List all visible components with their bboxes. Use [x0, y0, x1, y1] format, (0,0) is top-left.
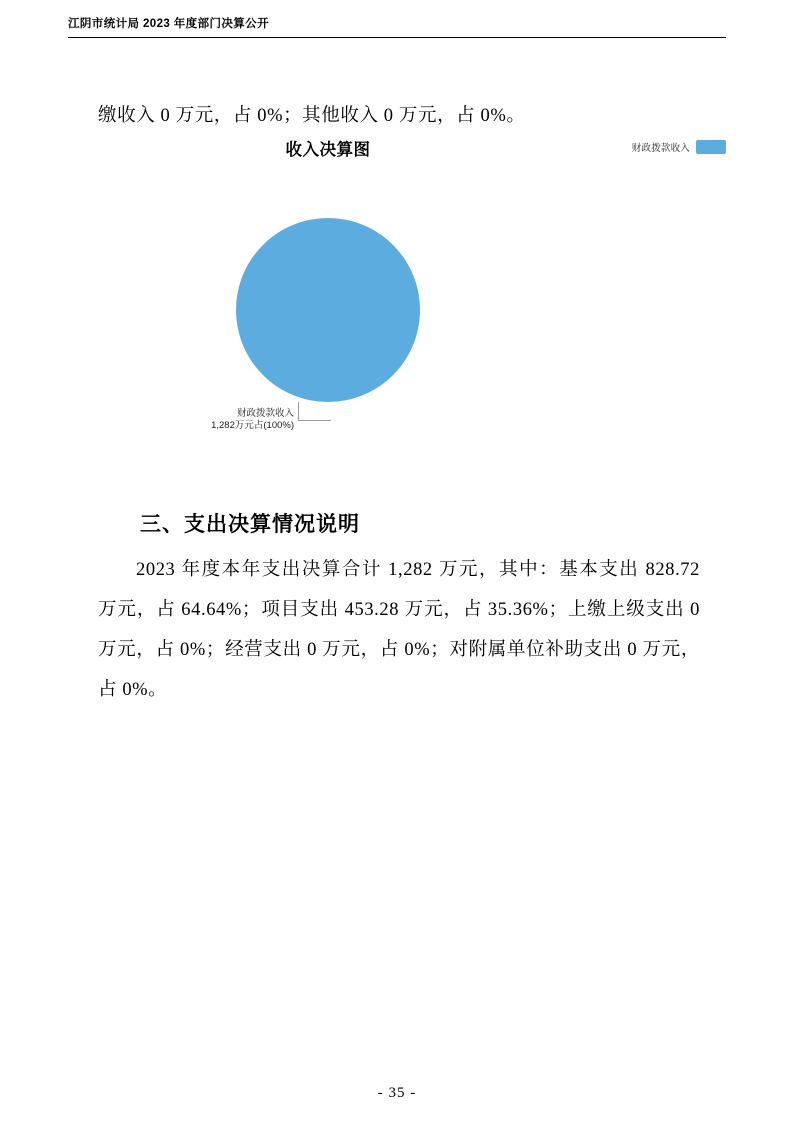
income-pie-chart [68, 136, 726, 456]
pie-area [211, 218, 420, 431]
pie-data-label-name: 财政拨款收入 [236, 408, 294, 419]
legend-color-swatch [696, 140, 726, 154]
pie-slice-financial-allocation [236, 218, 420, 402]
pie-data-label [130, 408, 294, 432]
expenditure-paragraph-text: 2023 年度本年支出决算合计 1,282 万元，其中：基本支出 828.72 万元，占 64.64%；项目支出 453.28 万元，占 35.36%；上缴上级支出 0 万元，占 0%；经营支出 0 万元，占 0%；对附属单位补助支出 0 万元，占 0%。 [98, 560, 700, 700]
legend-item-label: 财政拨款收入 [631, 143, 690, 154]
chart-title: 收入决算图 [285, 141, 371, 159]
section-heading-expenditure: 三、支出决算情况说明 [140, 513, 360, 536]
pie-data-label-value: 1,282万元占(100%) [211, 420, 294, 431]
expenditure-paragraph [98, 550, 700, 710]
continued-paragraph: 缴收入 0 万元，占 0%；其他收入 0 万元，占 0%。 [98, 106, 526, 126]
running-header [68, 14, 726, 38]
running-header-title: 江阴市统计局 2023 年度部门决算公开 [68, 18, 269, 30]
chart-legend [632, 140, 726, 154]
page-number: - 35 - [377, 1085, 417, 1101]
pie-label-leader-line [298, 402, 331, 421]
